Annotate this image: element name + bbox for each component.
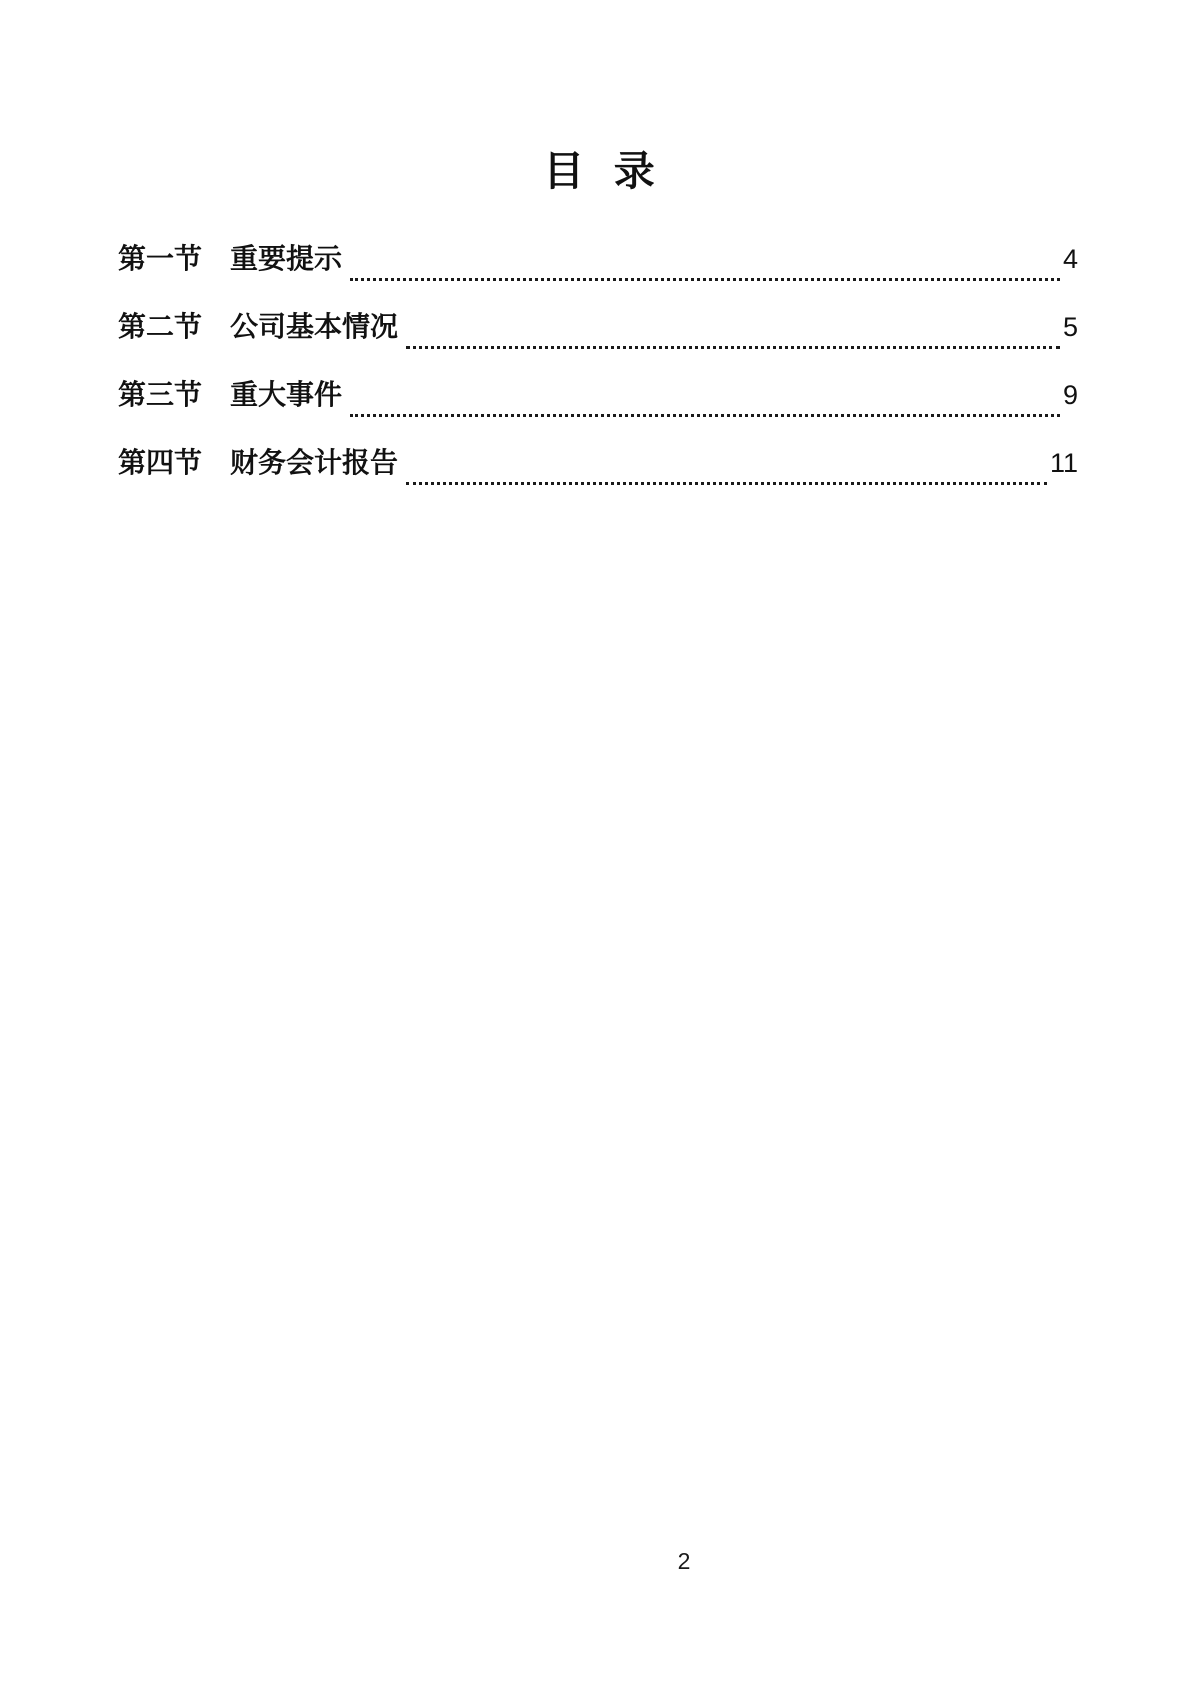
- toc-entry-label: 第三节: [118, 379, 203, 410]
- toc-entry-section-1[interactable]: [118, 237, 1078, 305]
- toc-entry-title: 重大事件: [230, 379, 343, 410]
- footer-page-number: 2: [677, 1548, 691, 1574]
- toc-entry-label: 第二节: [118, 311, 203, 342]
- toc-entry-page-number: 9: [1062, 380, 1078, 410]
- dot-leader: [406, 346, 1060, 349]
- toc-entry-title: 财务会计报告: [230, 447, 399, 478]
- toc-entry-label: 第四节: [118, 447, 203, 478]
- toc-entry-section-2[interactable]: [118, 305, 1078, 373]
- dot-leader: [350, 278, 1060, 281]
- toc-entry-title: 重要提示: [230, 243, 343, 274]
- dot-leader: [406, 482, 1047, 485]
- toc-entry-page-number: 11: [1049, 448, 1078, 478]
- toc-entry-title: 公司基本情况: [230, 311, 399, 342]
- toc-entry-page-number: 4: [1062, 244, 1078, 274]
- toc-title: 目 录: [543, 148, 657, 194]
- toc-entry-section-4[interactable]: [118, 441, 1078, 509]
- toc-entry-page-number: 5: [1062, 312, 1078, 342]
- toc-entry-label: 第一节: [118, 243, 203, 274]
- dot-leader: [350, 414, 1060, 417]
- table-of-contents: [118, 237, 1078, 509]
- toc-entry-section-3[interactable]: [118, 373, 1078, 441]
